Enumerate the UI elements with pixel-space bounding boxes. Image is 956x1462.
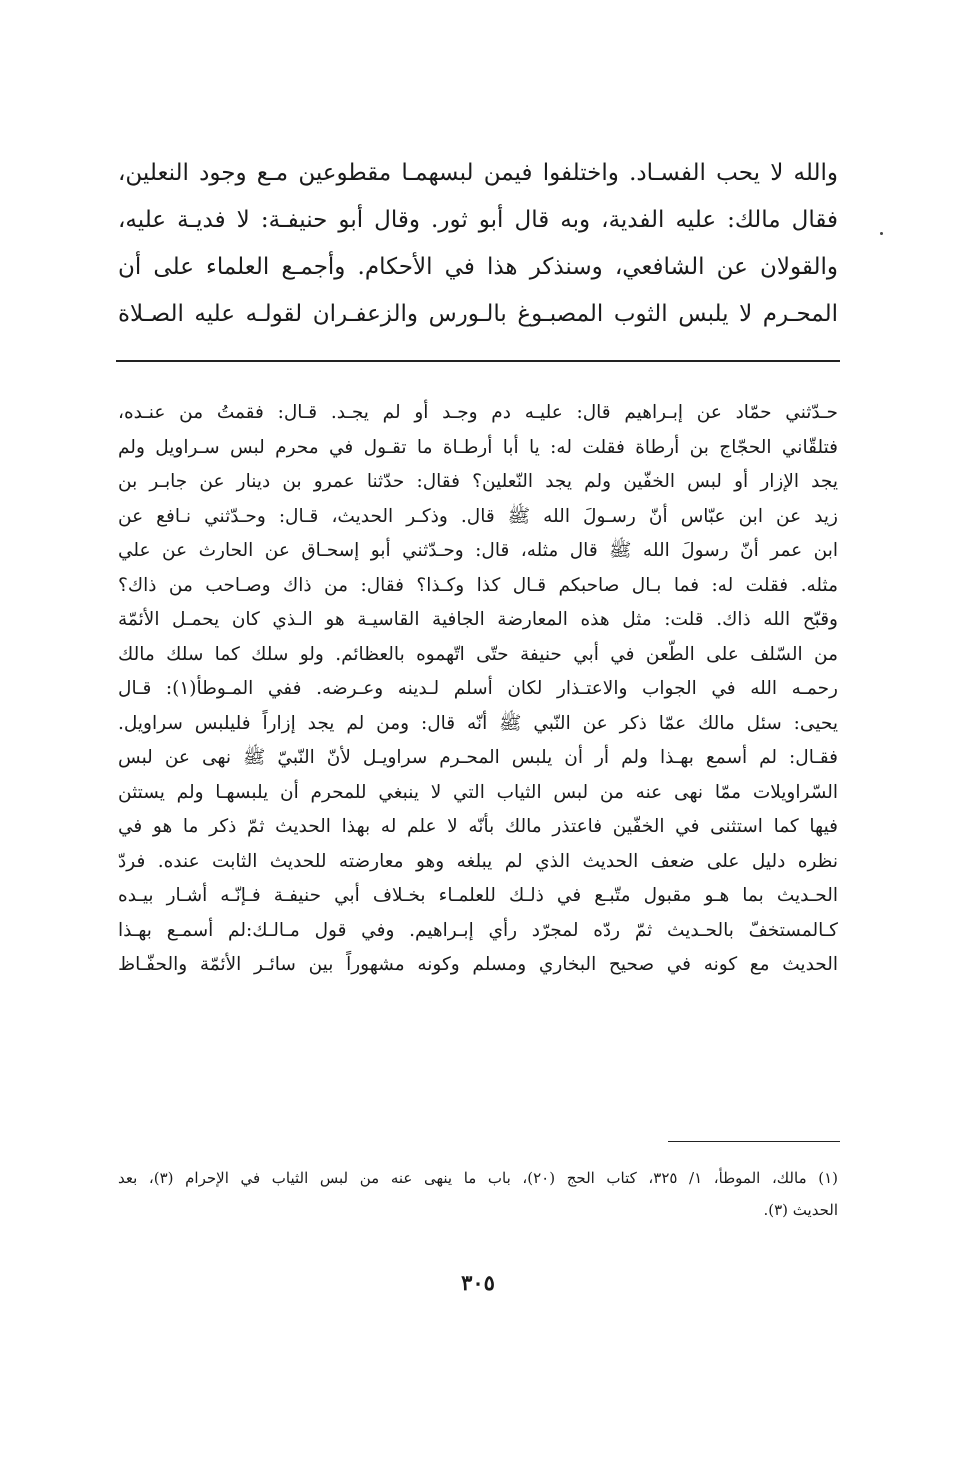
commentary-line: فقـال: لم أسمع بهـذا ولم أر أن يلبس المحـرم سراويـل لأنّ النّبيّ ﷺ نهى عن لبس [118, 747, 838, 768]
commentary-line: مثله. فقلت له: فما بـال صاحبكم قـال كذا وكـذا؟ فقال: من ذاك وصـاحب من ذاك؟ [118, 574, 838, 596]
commentary-line: زيد عن ابن عبّاس أنّ رسـولَ الله ﷺ قال. وذكـر الحديث، قـال: وحـدّثني نـافع عن [118, 505, 838, 527]
commentary-line: يجد الإزار أو لبس الخفّين ولم يجد النّعلين؟ فقال: حدّثنا عمرو بن دينار عن جابـر بن [118, 471, 838, 492]
commentary-line: رحمـه الله في الجواب والاعتـذار لكان أسلم لـدينه وعـرضه. ففي المـوطأ(١): قـال [118, 678, 838, 699]
commentary-line: نظره دليل على ضعف الحديث الذي لم يبلغه وهو معارضته للحديث الثابت عنده. فردّ [118, 850, 838, 872]
commentary-line: فتلقّاني الحجّاج بن أرطاة فقلت له: يا أبا أرطـاة ما تقـول في محرم لبس سـراويل ولم [118, 436, 838, 458]
commentary-line: الحديث مع كونه في صحيح البخاري ومسلم وكونه مشهوراً بين سائـر الأئمّة والحفّـاظ [118, 954, 838, 975]
commentary-line: السّراويلات ممّا نهى عنه من لبس الثياب التي لا ينبغي للمحرم أن يلبسهـا ولم يستثن [118, 781, 838, 803]
section-divider [116, 360, 840, 362]
commentary-line: ابن عمر أنّ رسولَ الله ﷺ قال مثله، قال: وحـدّثني أبو إسحـاق عن الحارث عن علي [118, 540, 838, 561]
commentary-line: حـدّثني حمّاد عن إبـراهيم قال: عليـه دم وجـد أو لم يجـد. قـال: فقمتُ من عنـده، [118, 402, 838, 423]
footnote-block [118, 1162, 838, 1226]
commentary-line: الحـديث بما هـو مقبول متّبـع في ذلـك للعلمـاء بخـلاف أبي حنيفـة فـإنّـه أشـار بيـده [118, 885, 838, 906]
commentary-block [118, 396, 838, 983]
footnote-line: الحديث (٣). [763, 1201, 838, 1219]
main-text-line: والقولان عن الشافعي، وسنذكر هذا في الأحكام. وأجمـع العلماء على أن [118, 254, 838, 280]
stray-ink-dot [880, 232, 883, 235]
footnote-line: (١) مالك، الموطأ، ١/ ٣٢٥، كتاب الحج (٢٠)، باب ما ينهى عنه من لبس الثياب في الإحرام (٣)، بعد [118, 1169, 838, 1187]
commentary-line: يحيى: سئل مالك عمّا ذكر عن النّبي ﷺ أنّه قال: ومن لم يجد إزاراً فليلبس سراويل. [118, 712, 838, 734]
main-text-line: فقال مالك: عليه الفدية، وبه قال أبو ثور. وقال أبو حنيفـة: لا فديـة عليه، [118, 207, 838, 233]
commentary-line: من السّلف على الطّعن في أبي حنيفة حتّى اتّهموه بالعظائم. ولو سلك كما سلك مالك [118, 643, 838, 665]
commentary-line: فيها كما استثنى في الخفّين فاعتذر مالك بأنّه لا علم له بهذا الحديث ثمّ ذكر ما هو في [118, 816, 838, 837]
main-text-block [118, 150, 838, 338]
commentary-line: وقبّح الله ذاك. قلت: مثل هذه المعارضة الجافية القاسيـة هو الـذي كان يحمـل الأئمّة [118, 609, 838, 630]
main-text-line: والله لا يحب الفسـاد. واختلفوا فيمن لبسهمـا مقطوعين مـع وجود النعلين، [118, 160, 838, 186]
commentary-line: كـالمستخفّ بالحـديث ثمّ ردّه لمجرّد رأي إبـراهيم. وفي قول مـالـك:لم أسمـع بهـذا [118, 919, 838, 941]
main-text-line: المحـرم لا يلبس الثوب المصبـوغ بالـورس والزعفـران لقولـه عليه الصـلاة [118, 301, 838, 327]
footnote-rule [668, 1141, 840, 1142]
page-number: ٣٠٥ [461, 1270, 495, 1295]
